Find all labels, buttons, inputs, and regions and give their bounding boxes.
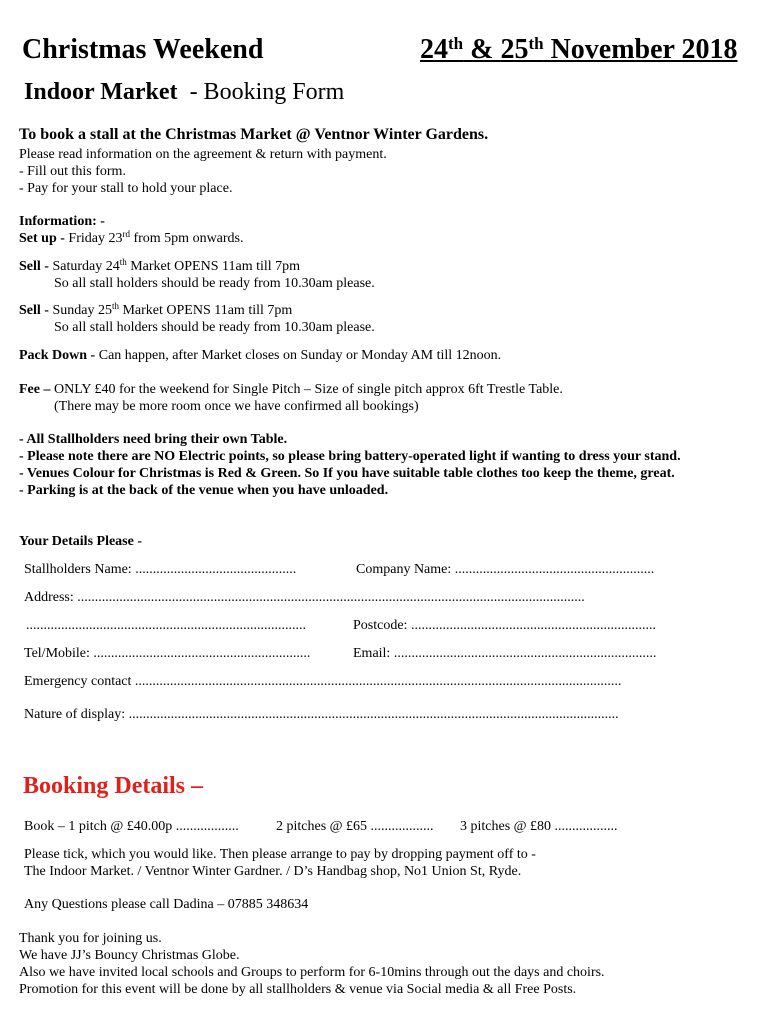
subtitle-rest: - Booking Form	[177, 79, 345, 105]
fee-note: (There may be more room once we have confirmed all bookings)	[54, 399, 419, 414]
tel-mobile-field[interactable]: Tel/Mobile: ..............................................................	[24, 646, 311, 661]
details-heading: Your Details Please -	[19, 534, 142, 549]
email-field[interactable]: Email: ...........................................................................	[353, 646, 657, 661]
note-line: - Parking is at the back of the venue when you have unloaded.	[19, 483, 389, 498]
address-line2-field[interactable]: ................................................................................	[26, 618, 306, 633]
date-sup2: th	[528, 34, 544, 53]
date-sup1: th	[448, 34, 464, 53]
note-line: - All Stallholders need bring their own Table.	[19, 432, 288, 447]
setup-sup: rd	[122, 229, 130, 239]
fee-text: ONLY £40 for the weekend for Single Pitch – Size of single pitch approx 6ft Trestle Table.	[53, 382, 563, 397]
stallholder-name-field[interactable]: Stallholders Name: ..............................................	[24, 562, 297, 577]
setup-pre: Friday 23	[68, 231, 123, 246]
sell1-label: Sell -	[19, 259, 53, 274]
fee-label: Fee –	[19, 382, 54, 397]
intro-heading: To book a stall at the Christmas Market @ Ventnor Winter Gardens.	[19, 126, 489, 143]
closing-line: Promotion for this event will be done by all stallholders & venue via Social media & all Free Posts.	[19, 982, 577, 997]
pack-down-line	[19, 347, 501, 364]
sell-saturday-line	[19, 258, 300, 275]
date-day1: 24	[420, 34, 448, 65]
event-dates	[420, 34, 737, 66]
info-heading: Information: -	[19, 214, 105, 229]
sell-sunday-line	[19, 302, 292, 319]
intro-line: - Fill out this form.	[19, 164, 126, 179]
sell2-label: Sell -	[19, 303, 53, 318]
date-amp: &	[463, 34, 501, 65]
sell-sunday-note: So all stall holders should be ready from 10.30am please.	[54, 320, 375, 335]
questions-contact: Any Questions please call Dadina – 07885 348634	[24, 897, 309, 912]
booking-heading: Booking Details –	[23, 773, 204, 799]
note-line: - Please note there are NO Electric points, so please bring battery-operated light if wanting to dress your stand.	[19, 449, 681, 464]
intro-line: - Pay for your stall to hold your place.	[19, 181, 233, 196]
sell-saturday-note: So all stall holders should be ready from 10.30am please.	[54, 276, 375, 291]
emergency-contact-field[interactable]: Emergency contact ...........................................................................................................................................	[24, 674, 622, 689]
subtitle-bold: Indoor Market	[24, 79, 178, 105]
closing-line: We have JJ’s Bouncy Christmas Globe.	[19, 948, 240, 963]
company-name-field[interactable]: Company Name: .........................................................	[356, 562, 655, 577]
option-2-pitches[interactable]: 2 pitches @ £65 ..................	[276, 819, 434, 834]
nature-of-display-field[interactable]: Nature of display: ............................................................................................................................................	[24, 707, 619, 722]
sell2-post: Market OPENS 11am till 7pm	[118, 303, 293, 318]
setup-post: from 5pm onwards.	[129, 231, 244, 246]
setup-line	[19, 230, 244, 247]
closing-line: Also we have invited local schools and Groups to perform for 6-10mins through out the days and choirs.	[19, 965, 605, 980]
sell1-pre: Saturday 24	[52, 259, 120, 274]
tick-instruction: Please tick, which you would like. Then please arrange to pay by dropping payment off to -	[24, 847, 536, 862]
pack-text: Can happen, after Market closes on Sunday or Monday AM till 12noon.	[98, 348, 502, 363]
address-field[interactable]: Address: .................................................................................................................................................	[24, 590, 585, 605]
intro-line: Please read information on the agreement & return with payment.	[19, 147, 387, 162]
sell1-sup: th	[119, 257, 127, 267]
date-day2: 25	[500, 34, 529, 65]
date-rest: November 2018	[543, 34, 738, 65]
sell1-post: Market OPENS 11am till 7pm	[126, 259, 301, 274]
sell2-pre: Sunday 25	[52, 303, 112, 318]
note-line: - Venues Colour for Christmas is Red & Green. So If you have suitable table clothes too keep the theme, great.	[19, 466, 675, 481]
fee-line	[19, 381, 563, 398]
sell2-sup: th	[111, 301, 119, 311]
pack-label: Pack Down -	[19, 348, 99, 363]
option-1-pitch[interactable]: Book – 1 pitch @ £40.00p ..................	[24, 819, 239, 834]
payment-locations: The Indoor Market. / Ventnor Winter Gardner. / D’s Handbag shop, No1 Union St, Ryde.	[24, 864, 522, 879]
option-3-pitches[interactable]: 3 pitches @ £80 ..................	[460, 819, 618, 834]
closing-line: Thank you for joining us.	[19, 931, 162, 946]
page-title: Christmas Weekend	[22, 34, 264, 65]
setup-label: Set up -	[19, 231, 69, 246]
page-subtitle	[24, 79, 344, 106]
postcode-field[interactable]: Postcode: ......................................................................	[353, 618, 656, 633]
